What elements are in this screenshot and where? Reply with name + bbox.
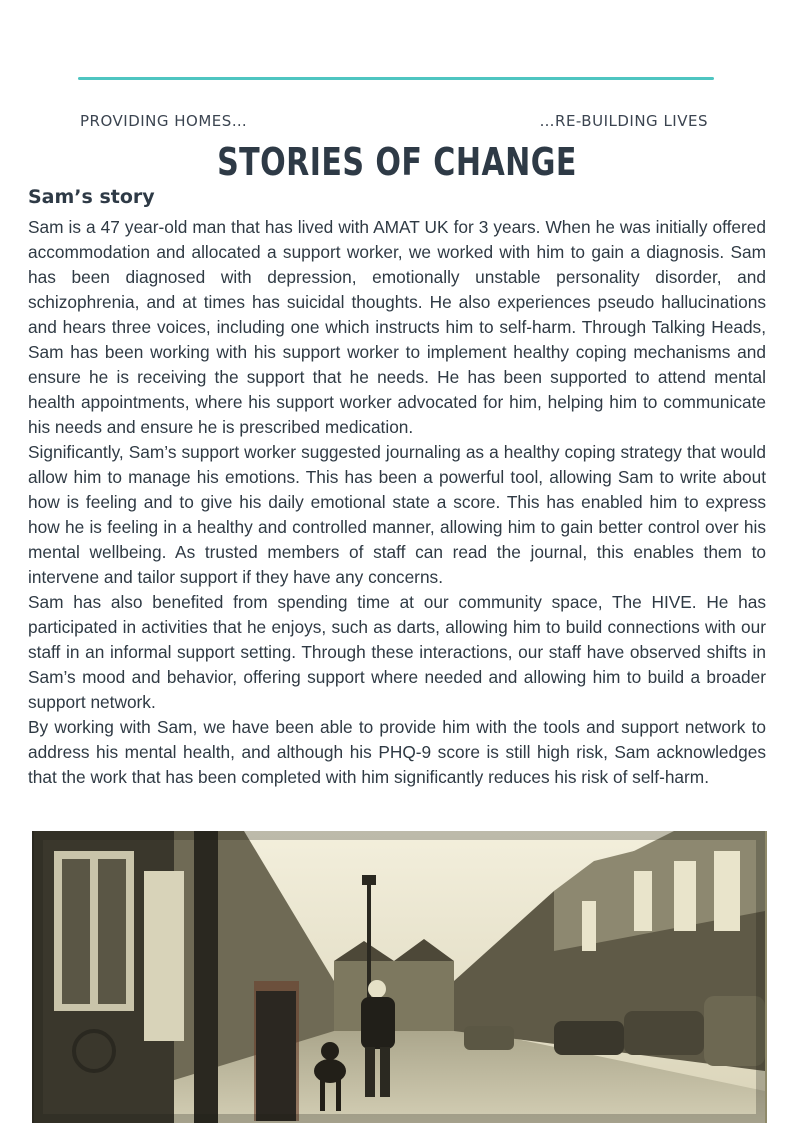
story-paragraph-4: By working with Sam, we have been able to provide him with the tools and support network to address his mental health, and although his PHQ-9 score is still high risk, Sam acknowledges that the work that has been completed with him significantly reduces his risk of self-harm. [28, 717, 766, 787]
story-paragraph-3: Sam has also benefited from spending time at our community space, The HIVE. He has participated in activities that he enjoys, such as darts, allowing him to build connections with our staff in an informal support setting. Through these interactions, our staff have observed shifts in Sam’s mood and behavior, offering support where needed and allowing him to build a broader support network. [28, 592, 766, 712]
header-rule [78, 77, 714, 80]
tagline-right: …RE-BUILDING LIVES [539, 112, 708, 130]
street-photo [32, 831, 767, 1123]
story-paragraph-1: Sam is a 47 year-old man that has lived with AMAT UK for 3 years. When he was initially offered accommodation and allocated a support worker, we worked with him to gain a diagnosis. Sam has been diagnosed with depression, emotionally unstable personality disorder, and schizophrenia, and at times has suicidal thoughts. He also experiences pseudo hallucinations and hears three voices, including one which instructs him to self-harm. Through Talking Heads, Sam has been working with his support worker to implement healthy coping mechanisms and ensure he is receiving the support that he needs. He has been supported to attend mental health appointments, where his support worker advocated for him, helping him to communicate his needs and ensure he is prescribed medication. [28, 217, 766, 437]
tagline-left: PROVIDING HOMES… [80, 112, 248, 130]
page-title: STORIES OF CHANGE [217, 140, 577, 184]
story-paragraph-2: Significantly, Sam’s support worker suggested journaling as a healthy coping strategy that would allow him to manage his emotions. This has been a powerful tool, allowing Sam to write about how is feeling and to give his daily emotional state a score. This has enabled him to express how he is feeling in a healthy and controlled manner, allowing him to gain better control over his mental wellbeing. As trusted members of staff can read the journal, this enables them to intervene and tailor support if they have any concerns. [28, 442, 766, 587]
story-title: Sam’s story [28, 186, 155, 208]
story-body [28, 215, 766, 790]
